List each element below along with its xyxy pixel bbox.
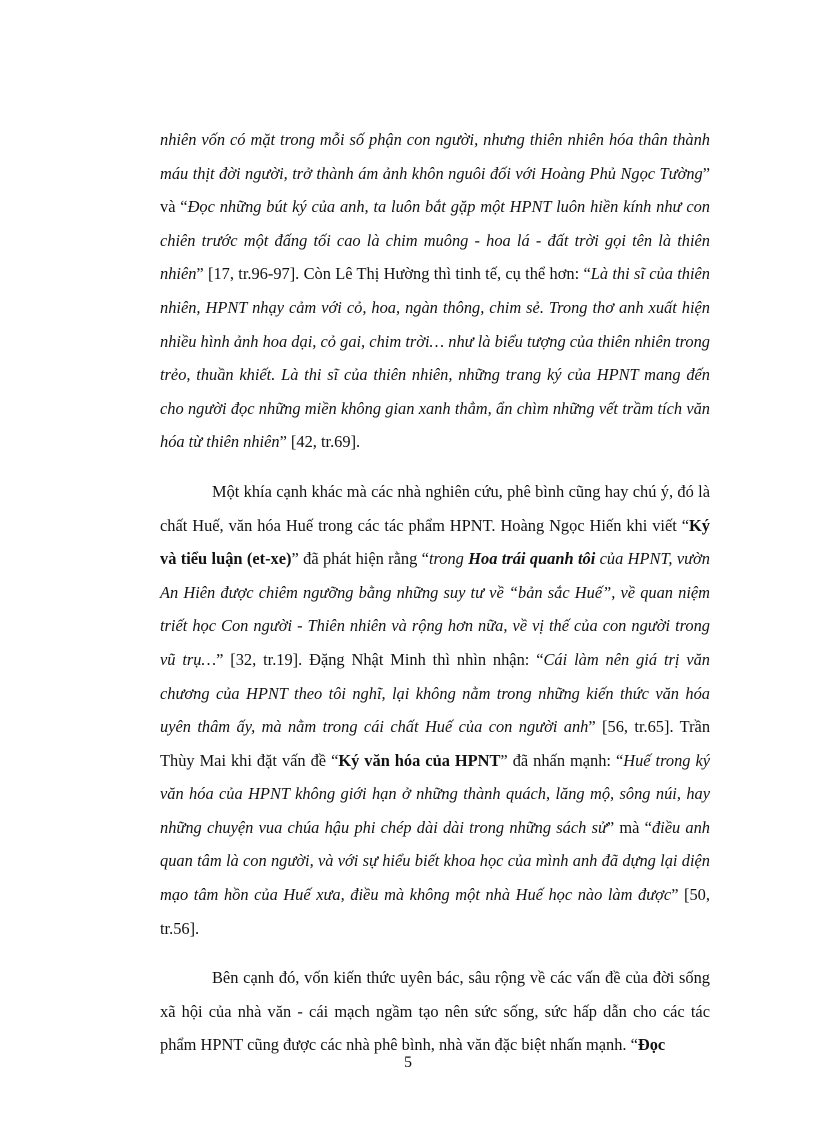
quote-text: của HPNT, vườn An Hiên được chiêm ngưỡng bằng những suy tư về “bản sắc Huế”, về quan niệm triết học Con người - Thiên nhiên và rộng hơn nữa, về vị thế của con người trong vũ trụ… xyxy=(160,549,710,669)
body-text: ” đã nhấn mạnh: “ xyxy=(500,750,624,770)
page-number: 5 xyxy=(404,1054,412,1071)
body-text: ” đã phát hiện rằng “ xyxy=(291,549,429,569)
body-text: ” [32, tr.19]. Đặng Nhật Minh thì nhìn nhận: “ xyxy=(216,649,544,669)
body-text: ” [50, tr.56]. xyxy=(160,885,710,938)
quote-text: Huế trong ký văn hóa của HPNT không giới hạn ở những thành quách, lăng mộ, sông núi, hay những chuyện vua chúa hậu phi chép dài dài trong những sách sử xyxy=(160,750,711,837)
body-text: ” [42, tr.69]. xyxy=(279,432,361,452)
quote-start: Đọc xyxy=(637,1035,666,1055)
paragraph-2 xyxy=(160,475,710,945)
body-text: Một khía cạnh khác mà các nhà nghiên cứu, phê bình cũng hay chú ý, đó là chất Huế, văn hóa Huế trong các tác phẩm HPNT. Hoàng Ngọc Hiến khi viết “ xyxy=(160,481,710,535)
body-text: ” [56, tr.65]. Trần Thùy Mai khi đặt vấn đề “ xyxy=(160,717,711,770)
document-page xyxy=(160,123,710,1062)
paragraph-1 xyxy=(160,123,710,459)
body-text: Bên cạnh đó, vốn kiến thức uyên bác, sâu rộng về các vấn đề của đời sống xã hội của nhà văn - cái mạch ngầm tạo nên sức sống, sức hấp dẫn cho các tác phẩm HPNT cũng được các nhà phê bình, nhà văn đặc biệt nhấn mạnh. “ xyxy=(160,968,710,1055)
quote-text: Cái làm nên giá trị văn chương của HPNT theo tôi nghĩ, lại không nằm trong những kiến thức văn hóa uyên thâm ấy, mà nằm trong cái chất Huế của con người anh xyxy=(160,649,710,737)
quote-text: Là thi sĩ của thiên nhiên, HPNT nhạy cảm với cỏ, hoa, ngàn thông, chim sẻ. Trong thơ anh xuất hiện nhiều hình ảnh hoa dại, cỏ gai, chim trời… như là biểu tượng của thiên nhiên trong trẻo, thuần khiết. Là thi sĩ của thiên nhiên, những trang ký của HPNT mang đến cho người đọc những miền không gian xanh thẳm, ẩn chìm những vết trầm tích văn hóa từ thiên nhiên xyxy=(160,264,710,452)
quote-text: Đọc những bút ký của anh, ta luôn bắt gặp một HPNT luôn hiền kính như con chiên trước một đấng tối cao là chim muông - hoa lá - đất trời gọi tên là thiên nhiên xyxy=(160,197,711,284)
quote-text: điều anh quan tâm là con người, và với sự hiểu biết khoa học của mình anh đã dựng lại diện mạo tâm hồn của Huế xưa, điều mà không một nhà Huế học nào làm được xyxy=(160,817,710,905)
work-title: Hoa trái quanh tôi xyxy=(468,549,596,569)
body-text: ” mà “ xyxy=(606,817,652,837)
work-title: Ký và tiểu luận (et-xe) xyxy=(160,515,710,569)
body-text: ” và “ xyxy=(160,163,710,217)
work-title: Ký văn hóa của HPNT xyxy=(338,750,501,770)
paragraph-3 xyxy=(160,961,710,1062)
body-text: ” [17, tr.96-97]. Còn Lê Thị Hường thì tinh tế, cụ thể hơn: “ xyxy=(196,264,591,284)
quote-text: nhiên vốn có mặt trong mỗi số phận con người, nhưng thiên nhiên hóa thân thành máu thịt đời người, trở thành ám ảnh khôn nguôi đối với Hoàng Phủ Ngọc Tường xyxy=(160,130,710,183)
quote-text: trong xyxy=(428,549,469,569)
